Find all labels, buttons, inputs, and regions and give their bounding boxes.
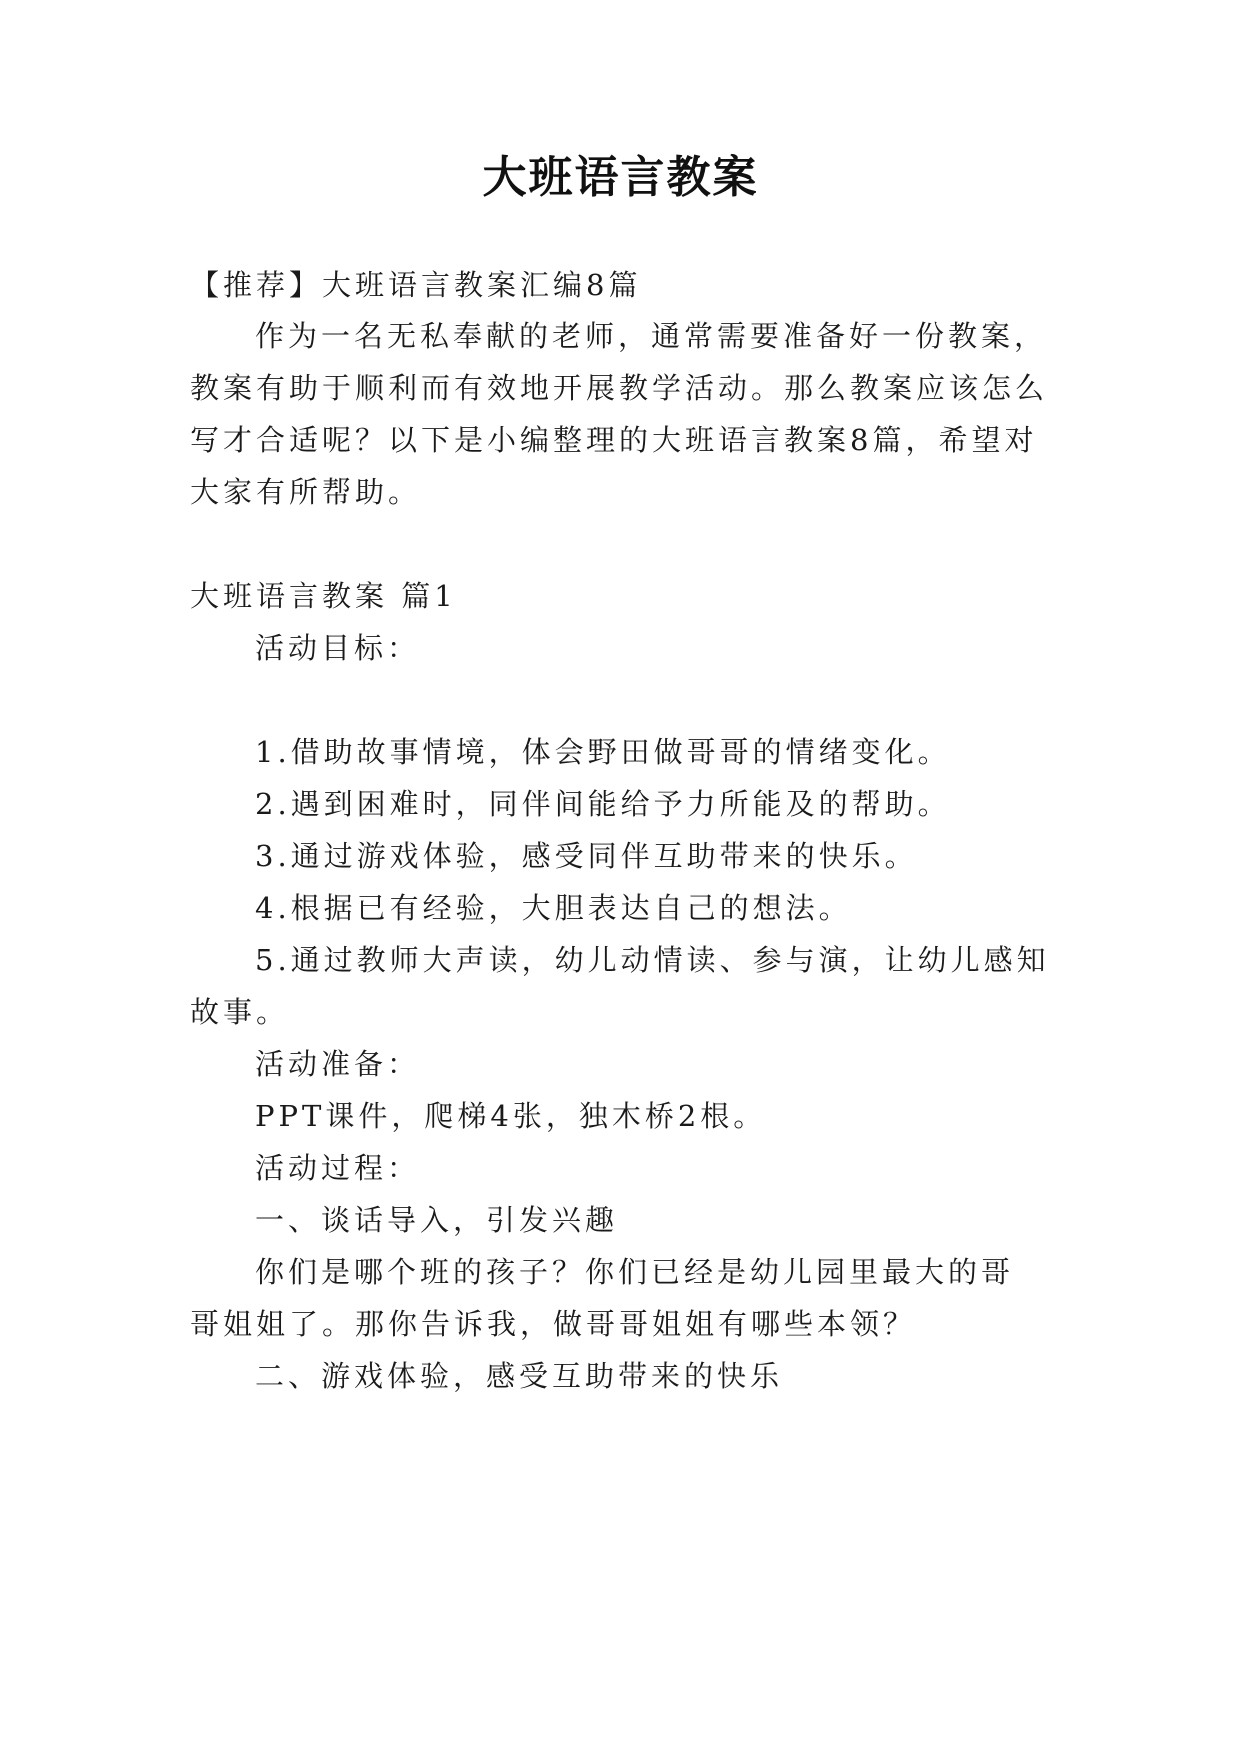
intro-line: 大家有所帮助。 bbox=[190, 475, 422, 509]
goal-item: 4.根据已有经验，大胆表达自己的想法。 bbox=[255, 891, 852, 925]
intro-line: 写才合适呢？以下是小编整理的大班语言教案8篇，希望对 bbox=[190, 423, 1038, 457]
step1-heading: 一、谈话导入，引发兴趣 bbox=[255, 1203, 619, 1237]
goal-item: 5.通过教师大声读，幼儿动情读、参与演，让幼儿感知 bbox=[255, 943, 1050, 977]
prep-text: PPT课件，爬梯4张，独木桥2根。 bbox=[255, 1099, 767, 1133]
document-subtitle: 【推荐】大班语言教案汇编8篇 bbox=[190, 268, 642, 302]
step1-text: 你们是哪个班的孩子？你们已经是幼儿园里最大的哥 bbox=[255, 1255, 1015, 1289]
prep-heading: 活动准备： bbox=[255, 1047, 421, 1081]
step2-heading: 二、游戏体验，感受互助带来的快乐 bbox=[255, 1359, 784, 1393]
goals-heading: 活动目标： bbox=[255, 631, 421, 665]
intro-line: 作为一名无私奉献的老师，通常需要准备好一份教案， bbox=[255, 319, 1048, 353]
step1-text: 哥姐姐了。那你告诉我，做哥哥姐姐有哪些本领？ bbox=[190, 1307, 917, 1341]
process-heading: 活动过程： bbox=[255, 1151, 421, 1185]
intro-line: 教案有助于顺利而有效地开展教学活动。那么教案应该怎么 bbox=[190, 371, 1049, 405]
document-title: 大班语言教案 bbox=[482, 152, 759, 203]
goal-item: 2.遇到困难时，同伴间能给予力所能及的帮助。 bbox=[255, 787, 951, 821]
section-heading: 大班语言教案 篇1 bbox=[190, 579, 457, 613]
goal-item: 3.通过游戏体验，感受同伴互助带来的快乐。 bbox=[255, 839, 918, 873]
goal-item-continuation: 故事。 bbox=[190, 995, 290, 1029]
goal-item: 1.借助故事情境，体会野田做哥哥的情绪变化。 bbox=[255, 735, 951, 769]
